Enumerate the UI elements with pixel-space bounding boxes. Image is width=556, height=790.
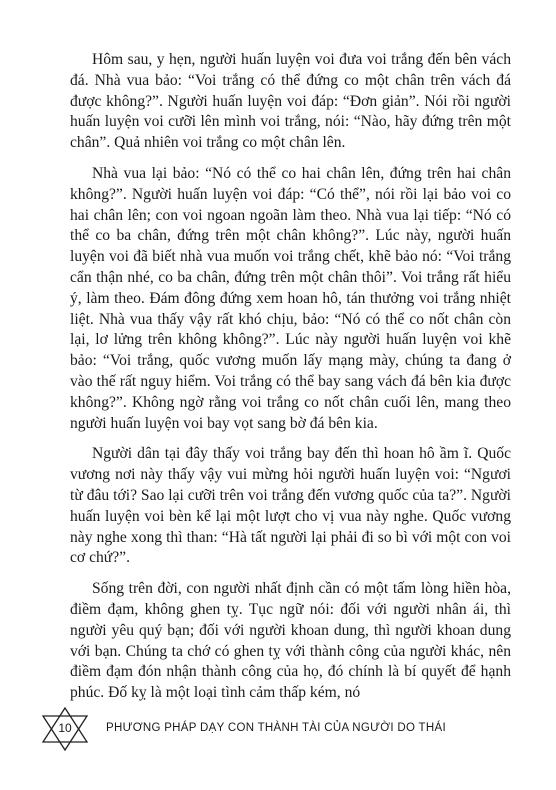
paragraph-4: Sống trên đời, con người nhất định cần có một tấm lòng hiền hòa, điềm đạm, không ghen tỵ. Tục ngữ nói: đối với người nhân ái, thì người yêu quý bạn; đối với người khoan dung, thì người khoan dung với bạn. Chúng ta chớ có ghen tỵ với thành công của người khác, nên điềm đạm đón nhận thành công của họ, đó chính là bí quyết để hạnh phúc. Đố kỵ là một loại tình cảm thấp kém, nó — [70, 580, 511, 702]
page-footer — [40, 706, 520, 752]
running-title: PHƯƠNG PHÁP DẠY CON THÀNH TÀI CỦA NGƯỜI DO THÁI — [106, 722, 446, 734]
paragraph-2: Nhà vua lại bảo: “Nó có thể co hai chân lên, đứng trên hai chân không?”. Người huấn luyện voi đáp: “Có thể”, nói rồi lại bảo voi co hai chân lên; con voi ngoan ngoãn làm theo. Nhà vua lại tiếp: “Nó có thể co ba chân, đứng trên một chân không?”. Lúc này, người huấn luyện voi đã biết nhà vua muốn voi trắng chết, khẽ bảo nó: “Voi trắng cẩn thận nhé, co ba chân, đứng trên một chân thôi”. Voi trắng rất hiểu ý, làm theo. Đám đông đứng xem hoan hô, tán thưởng voi trắng nhiệt liệt. Nhà vua thấy vậy rất khó chịu, bảo: “Nó có thể co nốt chân còn lại, lơ lửng trên không không?”. Lúc này người huấn luyện voi khẽ bảo: “Voi trắng, quốc vương muốn lấy mạng mày, chúng ta đang ở vào thế rất nguy hiểm. Voi trắng có thể bay sang vách đá bên kia được không?”. Không ngờ rằng voi trắng co nốt chân cuối lên, mang theo người huấn luyện voi bay vọt sang bờ đá bên kia. — [70, 164, 511, 432]
page-number: 10 — [58, 721, 72, 735]
page-body — [70, 50, 511, 714]
paragraph-1: Hôm sau, y hẹn, người huấn luyện voi đưa voi trắng đến bên vách đá. Nhà vua bảo: “Voi trắng có thể đứng co một chân trên vách đá được không?”. Người huấn luyện voi đáp: “Đơn giản”. Nói rồi người huấn luyện voi cưỡi lên mình voi trắng, nói: “Nào, hãy đứng trên một chân”. Quả nhiên voi trắng co một chân lên. — [70, 51, 511, 152]
paragraph-3: Người dân tại đây thấy voi trắng bay đến thì hoan hô ầm ĩ. Quốc vương nơi này thấy vậy vui mừng hỏi người huấn luyện voi: “Ngươi từ đâu tới? Sao lại cưỡi trên voi trắng đến vương quốc của ta?”. Người huấn luyện voi bèn kể lại một lượt cho vị vua này nghe. Quốc vương này nghe xong thì than: “Hà tất người lại phải đi so bì với một con voi cơ chứ?”. — [70, 445, 511, 567]
